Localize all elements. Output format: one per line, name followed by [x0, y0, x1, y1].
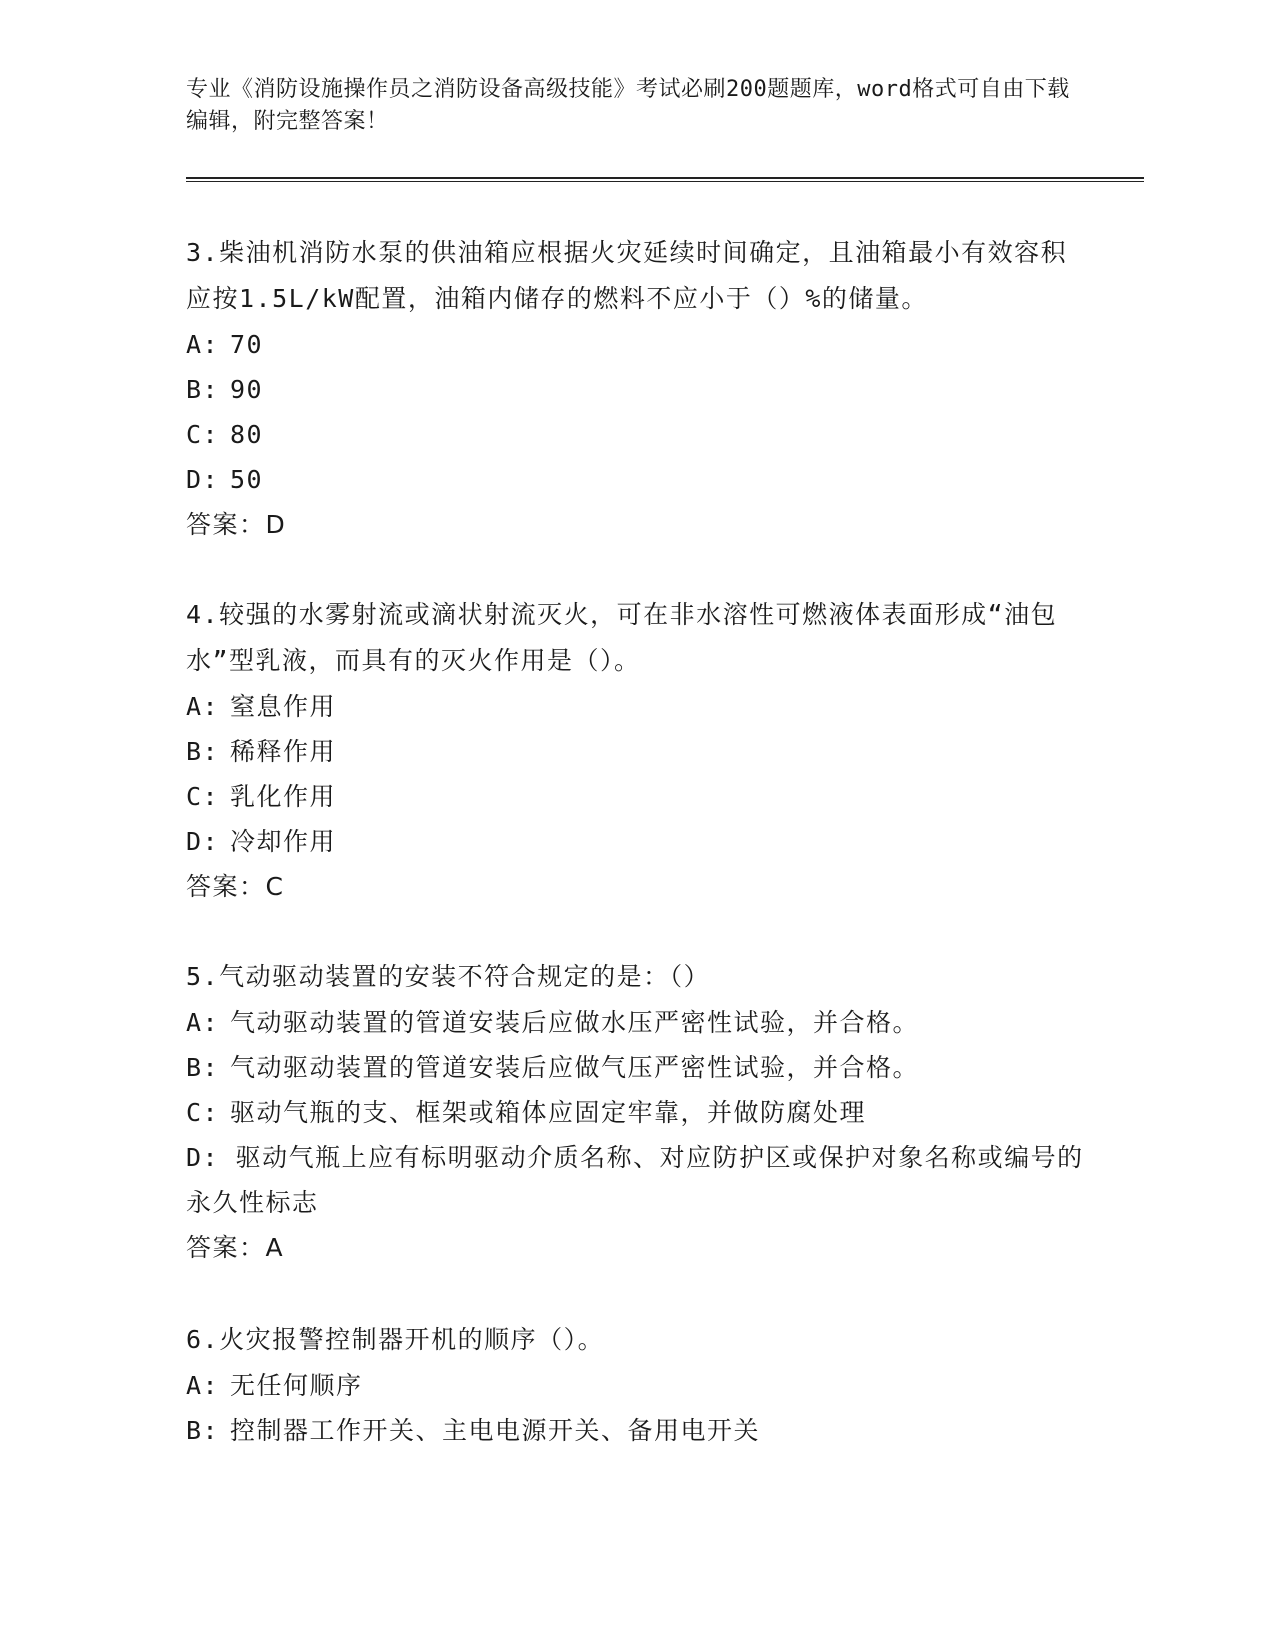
option-c	[186, 774, 1086, 819]
option-b	[186, 1408, 1086, 1453]
option-d	[186, 457, 1086, 502]
answer-line: 答案：A	[186, 1233, 285, 1262]
option-a	[186, 1363, 1086, 1408]
document-header: 专业《消防设施操作员之消防设备高级技能》考试必刷200题题库，word格式可自由下载编辑，附完整答案！	[186, 77, 1070, 134]
option-b	[186, 729, 1086, 774]
option-a	[186, 1000, 1086, 1045]
option-text: 70	[230, 330, 264, 359]
question-stem: 3.柴油机消防水泵的供油箱应根据火灾延续时间确定，且油箱最小有效容积应按1.5L/kW配置，油箱内储存的燃料不应小于（）%的储量。	[186, 238, 1068, 313]
option-d	[186, 819, 1086, 864]
option-a	[186, 684, 1086, 729]
question-4	[186, 592, 1086, 910]
option-text: 驱动气瓶的支、框架或箱体应固定牢靠，并做防腐处理	[230, 1098, 867, 1127]
option-label: C:	[186, 420, 220, 449]
option-text: 气动驱动装置的管道安装后应做气压严密性试验，并合格。	[230, 1053, 920, 1082]
option-label: C:	[186, 782, 220, 811]
option-b	[186, 367, 1086, 412]
option-b	[186, 1045, 1086, 1090]
option-text: 窒息作用	[230, 692, 337, 721]
option-text: 控制器工作开关、主电电源开关、备用电开关	[230, 1416, 761, 1445]
option-label: B:	[186, 1053, 220, 1082]
option-c	[186, 412, 1086, 457]
question-stem: 4.较强的水雾射流或滴状射流灭火，可在非水溶性可燃液体表面形成“油包水”型乳液，而具有的灭火作用是（）。	[186, 600, 1058, 675]
option-d	[186, 1135, 1086, 1225]
option-label: A:	[186, 330, 220, 359]
option-text: 乳化作用	[230, 782, 337, 811]
option-label: A:	[186, 1008, 220, 1037]
option-text: 气动驱动装置的管道安装后应做水压严密性试验，并合格。	[230, 1008, 920, 1037]
option-label: A:	[186, 692, 220, 721]
option-c	[186, 1090, 1086, 1135]
option-label: D:	[186, 1143, 220, 1172]
option-text: 无任何顺序	[230, 1371, 363, 1400]
option-text: 80	[230, 420, 264, 449]
question-stem: 6.火灾报警控制器开机的顺序（）。	[186, 1325, 605, 1354]
option-text: 90	[230, 375, 264, 404]
question-stem: 5.气动驱动装置的安装不符合规定的是：（）	[186, 962, 711, 991]
option-label: D:	[186, 827, 220, 856]
option-text: 驱动气瓶上应有标明驱动介质名称、对应防护区或保护对象名称或编号的永久性标志	[186, 1143, 1084, 1217]
answer-line: 答案：C	[186, 872, 285, 901]
option-label: A:	[186, 1371, 220, 1400]
question-3	[186, 230, 1086, 548]
question-5	[186, 954, 1086, 1271]
option-text: 稀释作用	[230, 737, 337, 766]
option-label: B:	[186, 737, 220, 766]
option-label: C:	[186, 1098, 220, 1127]
option-label: B:	[186, 375, 220, 404]
header-divider	[186, 177, 1144, 182]
option-text: 50	[230, 465, 264, 494]
option-label: D:	[186, 465, 220, 494]
option-label: B:	[186, 1416, 220, 1445]
answer-line: 答案：D	[186, 510, 287, 539]
option-text: 冷却作用	[230, 827, 337, 856]
question-6	[186, 1317, 1086, 1453]
option-a	[186, 322, 1086, 367]
